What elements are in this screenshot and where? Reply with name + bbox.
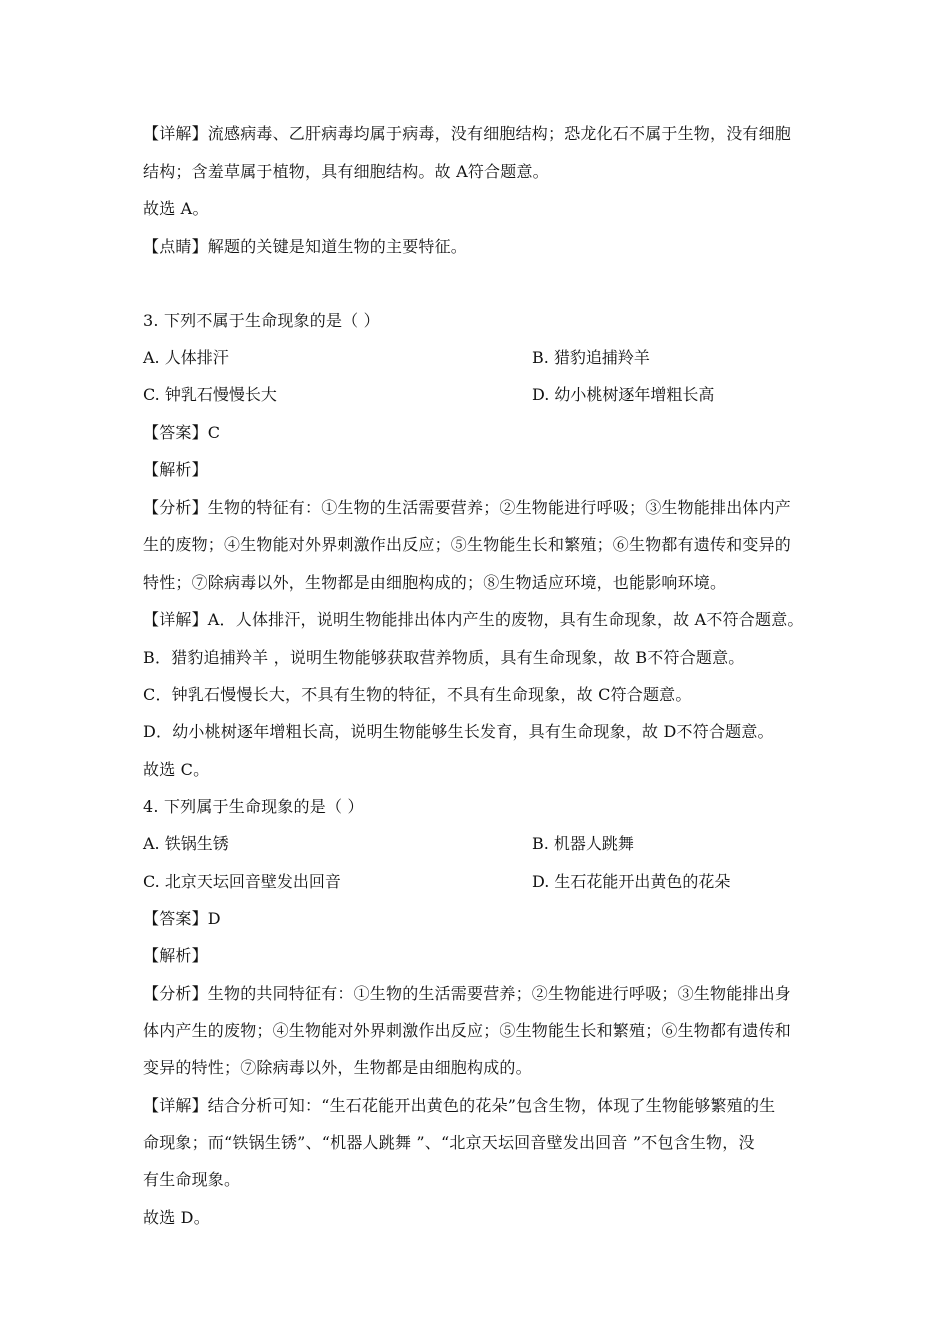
q3-choice: 故选 C。 — [143, 760, 210, 779]
q2-choice: 故选 A。 — [143, 199, 209, 218]
q4-option-b: B. 机器人跳舞 — [532, 834, 634, 853]
q4-stem: 4. 下列属于生命现象的是（ ） — [143, 797, 364, 816]
q3-analysis-line-1: 【分析】生物的特征有：①生物的生活需要营养；②生物能进行呼吸；③生物能排出体内产 — [143, 498, 792, 517]
q3-option-d: D. 幼小桃树逐年增粗长高 — [532, 385, 715, 404]
q3-detail-a: 【详解】A．人体排汗，说明生物能排出体内产生的废物，具有生命现象，故 A不符合题意。 — [143, 610, 804, 629]
q2-tip: 【点睛】解题的关键是知道生物的主要特征。 — [143, 237, 468, 256]
q4-analysis-line-1: 【分析】生物的共同特征有：①生物的生活需要营养；②生物能进行呼吸；③生物能排出身 — [143, 984, 792, 1003]
q4-choice: 故选 D。 — [143, 1208, 210, 1227]
q3-answer: 【答案】C — [143, 423, 221, 442]
q3-detail-c: C．钟乳石慢慢长大，不具有生物的特征，不具有生命现象，故 C符合题意。 — [143, 685, 692, 704]
q2-detail-line-1: 【详解】流感病毒、乙肝病毒均属于病毒，没有细胞结构；恐龙化石不属于生物，没有细胞 — [143, 124, 792, 143]
q3-detail-b: B．猎豹追捕羚羊 ，说明生物能够获取营养物质，具有生命现象，故 B不符合题意。 — [143, 648, 745, 667]
q4-option-c: C. 北京天坛回音壁发出回音 — [143, 872, 341, 891]
q4-analysis-line-2: 体内产生的废物；④生物能对外界刺激作出反应；⑤生物能生长和繁殖；⑥生物都有遗传和 — [143, 1021, 792, 1040]
q3-detail-d: D．幼小桃树逐年增粗长高，说明生物能够生长发育，具有生命现象，故 D不符合题意。 — [143, 722, 774, 741]
q3-option-b: B. 猎豹追捕羚羊 — [532, 348, 650, 367]
q3-stem: 3. 下列不属于生命现象的是（ ） — [143, 311, 380, 330]
q4-detail-line-1: 【详解】结合分析可知：“生石花能开出黄色的花朵”包含生物，体现了生物能够繁殖的生 — [143, 1096, 776, 1115]
q3-option-a: A. 人体排汗 — [143, 348, 229, 367]
q3-option-c: C. 钟乳石慢慢长大 — [143, 385, 277, 404]
q3-analysis-line-2: 生的废物；④生物能对外界刺激作出反应；⑤生物能生长和繁殖；⑥生物都有遗传和变异的 — [143, 535, 792, 554]
q4-analysis-label: 【解析】 — [143, 946, 208, 965]
q3-analysis-line-3: 特性；⑦除病毒以外，生物都是由细胞构成的；⑧生物适应环境，也能影响环境。 — [143, 573, 727, 592]
q3-analysis-label: 【解析】 — [143, 460, 208, 479]
q2-detail-line-2: 结构；含羞草属于植物，具有细胞结构。故 A符合题意。 — [143, 162, 549, 181]
q4-detail-line-3: 有生命现象。 — [143, 1170, 241, 1189]
q4-option-a: A. 铁锅生锈 — [143, 834, 229, 853]
q4-detail-line-2: 命现象；而“铁锅生锈”、“机器人跳舞 ”、“北京天坛回音壁发出回音 ”不包含生物，没 — [143, 1133, 755, 1152]
q4-analysis-line-3: 变异的特性；⑦除病毒以外，生物都是由细胞构成的。 — [143, 1058, 532, 1077]
q4-option-d: D. 生石花能开出黄色的花朵 — [532, 872, 731, 891]
q4-answer: 【答案】D — [143, 909, 221, 928]
